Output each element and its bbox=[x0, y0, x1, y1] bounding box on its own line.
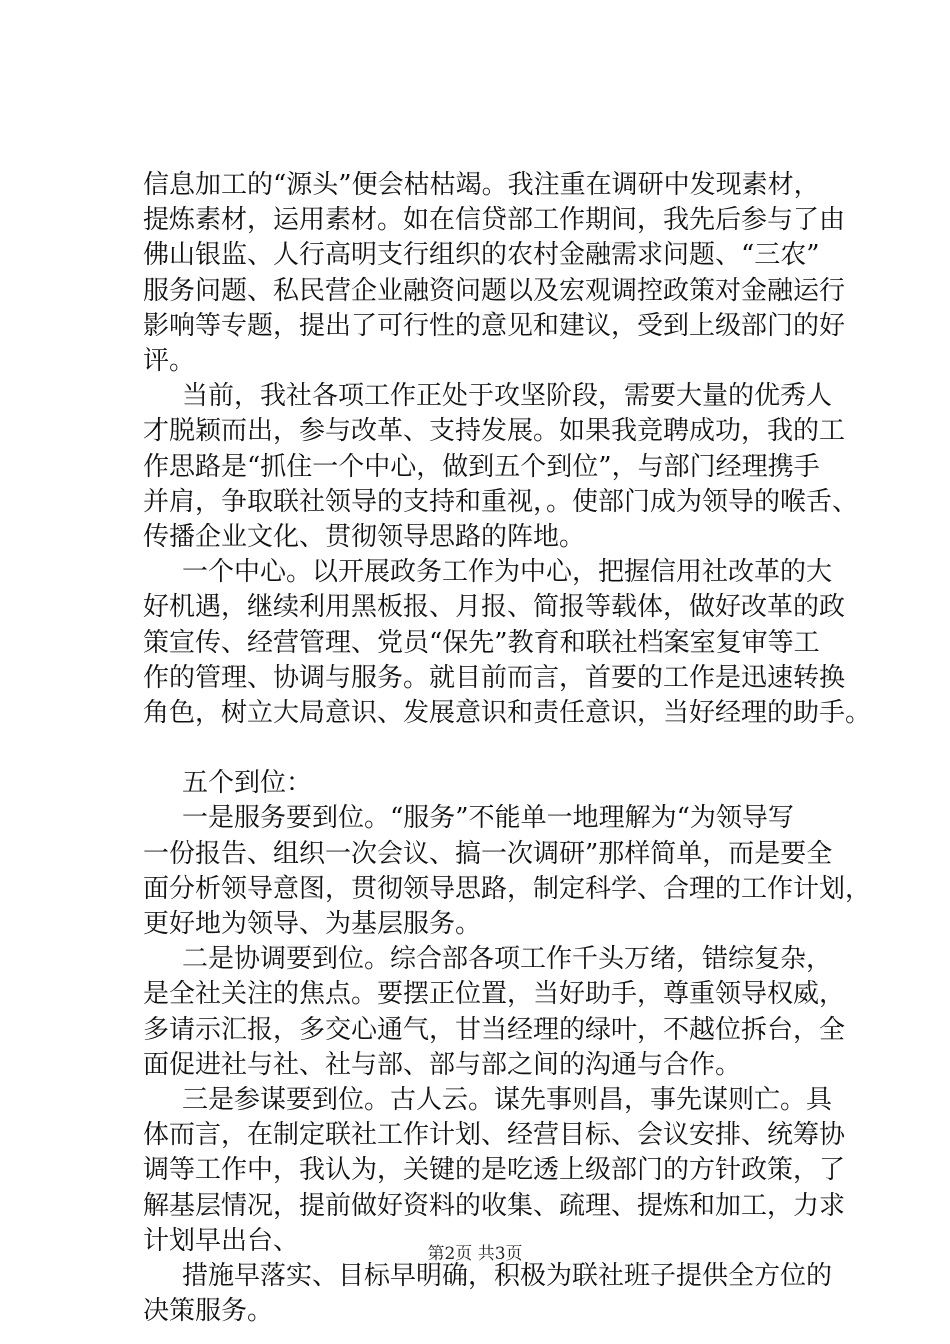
text-line: 解基层情况，提前做好资料的收集、疏理、提炼和加工，力求 bbox=[143, 1190, 846, 1221]
text-line: 决策服务。 bbox=[143, 1296, 274, 1327]
text-line: 调等工作中，我认为，关键的是吃透上级部门的方针政策，了 bbox=[143, 1155, 846, 1186]
text-line: 佛山银监、人行高明支行组织的农村金融需求问题、“三农” bbox=[143, 240, 820, 271]
paragraph-first-line: 措施早落实、目标早明确，积极为联社班子提供全方位的 bbox=[182, 1261, 833, 1292]
text-line: 多请示汇报，多交心通气，甘当经理的绿叶，不越位拆台，全 bbox=[143, 1014, 846, 1045]
paragraph-first-line: 二是协调要到位。综合部各项工作千头万绪，错综复杂， bbox=[182, 944, 833, 975]
text-line: 体而言，在制定联社工作计划、经营目标、会议安排、统筹协 bbox=[143, 1120, 846, 1151]
text-line: 并肩，争取联社领导的支持和重视，。使部门成为领导的喉舌、 bbox=[143, 486, 859, 517]
paragraph-first-line: 三是参谋要到位。古人云。谋先事则昌，事先谋则亡。具 bbox=[182, 1085, 833, 1116]
text-line: 作思路是“抓住一个中心，做到五个到位”，与部门经理携手 bbox=[143, 451, 820, 482]
text-line: 面分析领导意图，贯彻领导思路，制定科学、合理的工作计划， bbox=[143, 873, 872, 904]
paragraph-first-line: 当前，我社各项工作正处于攻坚阶段，需要大量的优秀人 bbox=[182, 381, 833, 412]
body-text bbox=[143, 168, 872, 1330]
text-line: 一份报告、组织一次会议、搞一次调研”那样简单，而是要全 bbox=[143, 838, 833, 869]
text-line: 更好地为领导、为基层服务。 bbox=[143, 909, 482, 940]
paragraph-first-line: 一是服务要到位。“服务”不能单一地理解为“为领导写 bbox=[182, 803, 794, 834]
text-line: 计划早出台、 bbox=[143, 1225, 300, 1256]
text-line: 好机遇，继续利用黑板报、月报、简报等载体，做好改革的政 bbox=[143, 592, 846, 623]
text-line: 作的管理、协调与服务。就目前而言，首要的工作是迅速转换 bbox=[143, 662, 846, 693]
page-footer bbox=[0, 1244, 950, 1264]
text-line: 才脱颖而出，参与改革、支持发展。如果我竞聘成功，我的工 bbox=[143, 416, 846, 447]
text-line: 策宣传、经营管理、党员“保先”教育和联社档案室复审等工 bbox=[143, 627, 820, 658]
text-line: 影响等专题，提出了可行性的意见和建议，受到上级部门的好 bbox=[143, 310, 846, 341]
text-line: 信息加工的“源头”便会枯枯竭。我注重在调研中发现素材， bbox=[143, 170, 820, 200]
text-line: 评。 bbox=[143, 346, 196, 377]
section-heading: 五个到位： bbox=[182, 768, 313, 799]
blank-line bbox=[143, 731, 833, 766]
text-line: 面促进社与社、社与部、部与部之间的沟通与合作。 bbox=[143, 1049, 742, 1080]
paragraph-first-line: 一个中心。以开展政务工作为中心，把握信用社改革的大 bbox=[182, 557, 833, 588]
text-line: 传播企业文化、贯彻领导思路的阵地。 bbox=[143, 522, 586, 553]
text-line: 是全社关注的焦点。要摆正位置，当好助手，尊重领导权威， bbox=[143, 979, 846, 1010]
text-line: 服务问题、私民营企业融资问题以及宏观调控政策对金融运行 bbox=[143, 275, 846, 306]
text-line: 提炼素材，运用素材。如在信贷部工作期间，我先后参与了由 bbox=[143, 205, 846, 236]
text-line: 角色，树立大局意识、发展意识和责任意识，当好经理的助手。 bbox=[143, 698, 872, 729]
page-number: 第2页 共3页 bbox=[427, 1244, 523, 1264]
